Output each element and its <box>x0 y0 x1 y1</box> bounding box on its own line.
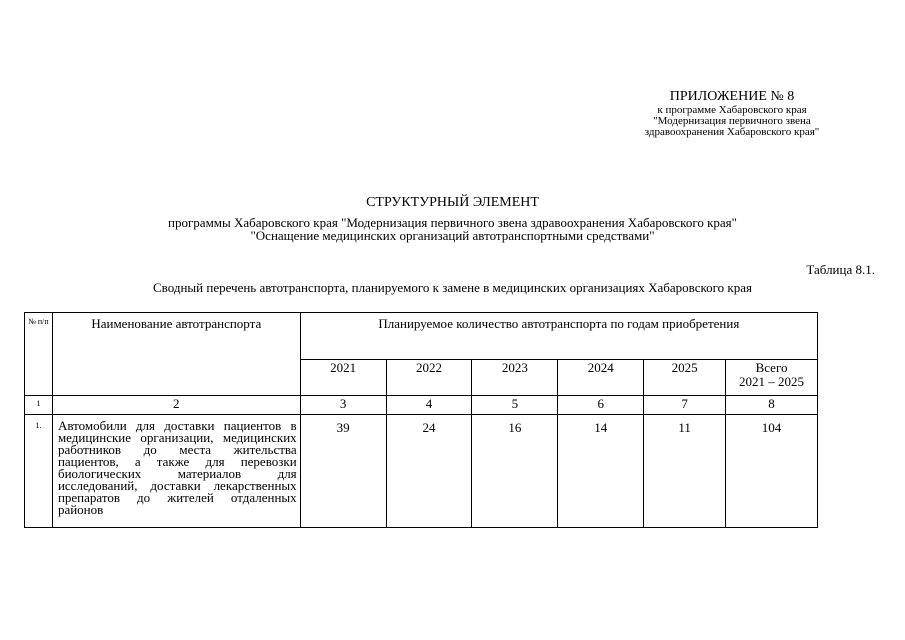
row-value: 11 <box>644 415 726 528</box>
subtitle-line-1: программы Хабаровского края "Модернизация первичного звена здравоохранения Хабаровского края" <box>168 215 737 230</box>
document-subtitle <box>0 216 905 242</box>
header-year: 2024 <box>558 360 644 396</box>
row-value: 14 <box>558 415 644 528</box>
header-year: 2025 <box>644 360 726 396</box>
table-caption: Сводный перечень автотранспорта, планируемого к замене в медицинских организациях Хабаровского края <box>153 280 752 295</box>
appendix-line: к программе Хабаровского края <box>657 104 807 116</box>
appendix-line: "Модернизация первичного звена <box>653 115 811 127</box>
table-header-row <box>25 313 818 360</box>
row-total: 104 <box>726 415 818 528</box>
appendix-line: здравоохранения Хабаровского края" <box>644 126 820 138</box>
header-total <box>726 360 818 396</box>
index-cell: 3 <box>300 396 386 415</box>
index-cell: 4 <box>386 396 472 415</box>
index-cell: 7 <box>644 396 726 415</box>
index-cell: 1 <box>25 396 53 415</box>
header-name: Наименование автотранспорта <box>52 313 300 396</box>
document-title: СТРУКТУРНЫЙ ЭЛЕМЕНТ <box>366 195 539 210</box>
row-value: 39 <box>300 415 386 528</box>
header-plan: Планируемое количество автотранспорта по годам приобретения <box>300 313 817 360</box>
subtitle-line-2: "Оснащение медицинских организаций автотранспортными средствами" <box>250 228 655 243</box>
row-value: 24 <box>386 415 472 528</box>
header-total-range: 2021 – 2025 <box>739 374 805 389</box>
index-cell: 6 <box>558 396 644 415</box>
vehicle-table <box>24 312 818 528</box>
table-number: Таблица 8.1. <box>806 262 875 277</box>
header-year: 2023 <box>472 360 558 396</box>
header-num: № п/п <box>25 313 53 396</box>
table-row <box>25 415 818 528</box>
header-total-label: Всего <box>755 360 788 375</box>
table-index-row <box>25 396 818 415</box>
appendix-title: ПРИЛОЖЕНИЕ № 8 <box>669 89 795 104</box>
header-year: 2021 <box>300 360 386 396</box>
index-cell: 2 <box>52 396 300 415</box>
row-name: Автомобили для доставки пациентов в медицинские организации, медицинских работников до места жительства пациентов, а также для перевозки биологических материалов для исследований, доставки лекарственных препаратов до жителей отдаленных районов <box>52 415 300 528</box>
index-cell: 8 <box>726 396 818 415</box>
header-year: 2022 <box>386 360 472 396</box>
appendix-block <box>617 88 847 138</box>
row-value: 16 <box>472 415 558 528</box>
index-cell: 5 <box>472 396 558 415</box>
row-num: 1. <box>25 415 53 528</box>
